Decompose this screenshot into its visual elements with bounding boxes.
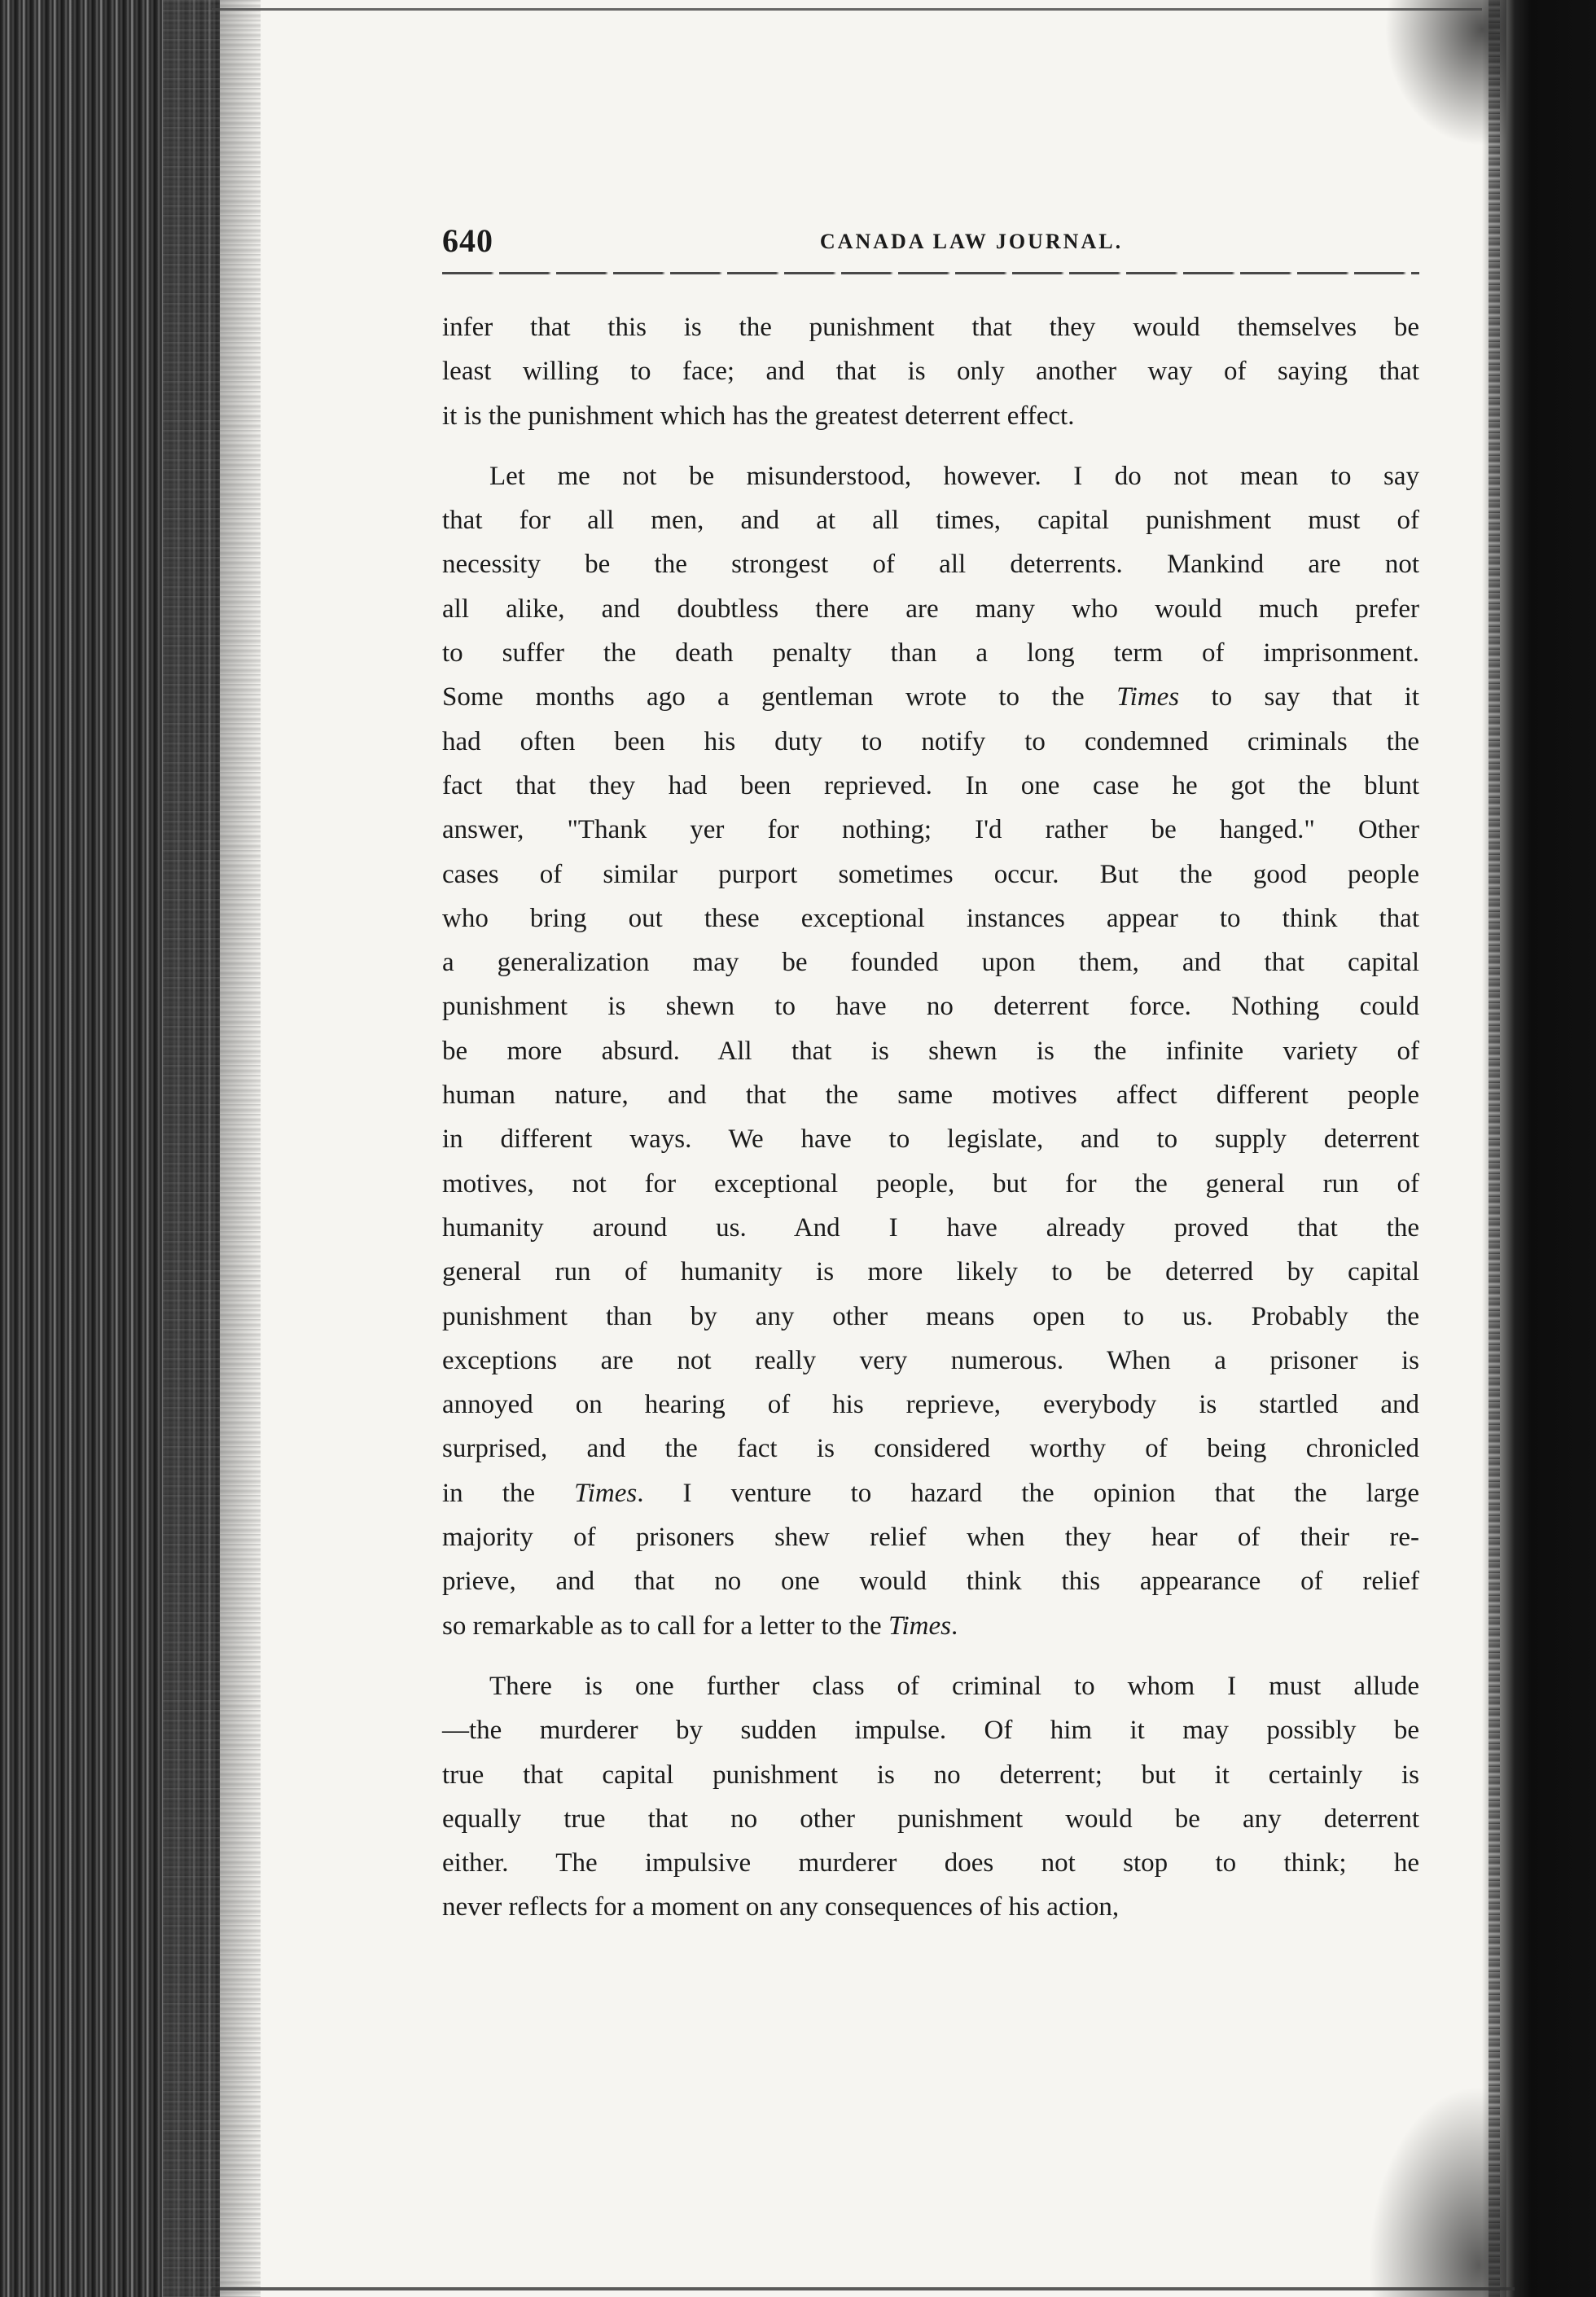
text-line: least willing to face; and that is only another way of saying that (442, 357, 1419, 387)
paragraph (442, 454, 1419, 1648)
italic-term: Times (1116, 682, 1180, 712)
text-line: be more absurd. All that is shewn is the infinite variety of (442, 1036, 1419, 1066)
text-line: to suffer the death penalty than a long term of imprisonment. (442, 638, 1419, 668)
journal-title: CANADA LAW JOURNAL. (819, 230, 1124, 253)
text-line: that for all men, and at all times, capital punishment must of (442, 506, 1419, 536)
running-head (442, 213, 1419, 262)
text-line: annoyed on hearing of his reprieve, everybody is startled and (442, 1390, 1419, 1420)
binding-edge-texture (163, 0, 261, 2297)
text-line: There is one further class of criminal to whom I must allude (489, 1671, 1419, 1701)
text-line: motives, not for exceptional people, but for the general run of (442, 1168, 1419, 1199)
text-line: —the murderer by sudden impulse. Of him it may possibly be (442, 1716, 1419, 1746)
text-line: punishment than by any other means open to us. Probably the (442, 1301, 1419, 1331)
text-line: answer, "Thank yer for nothing; I'd rather be hanged." Other (442, 815, 1419, 845)
italic-term: Times (574, 1478, 638, 1508)
text-line: Let me not be misunderstood, however. I do not mean to say (489, 461, 1419, 491)
text-line: who bring out these exceptional instances appear to think that (442, 903, 1419, 933)
text-line: in different ways. We have to legislate, and to supply deterrent (442, 1124, 1419, 1155)
text-line: all alike, and doubtless there are many who would much prefer (442, 594, 1419, 624)
right-edge-texture (1489, 0, 1500, 2297)
page-number: 640 (442, 222, 493, 259)
text-line: in the Times. I venture to hazard the opinion that the large (442, 1478, 1420, 1508)
bottom-scan-edge (212, 2287, 1515, 2290)
text-line: never reflects for a moment on any consequences of his action, (442, 1892, 1120, 1922)
page-content (442, 213, 1419, 1930)
text-line: punishment is shewn to have no deterrent force. Nothing could (442, 992, 1419, 1022)
text-line: infer that this is the punishment that they would themselves be (442, 313, 1419, 342)
text-line: cases of similar purport sometimes occur. But the good people (442, 859, 1419, 889)
header-rule (442, 272, 1419, 274)
text-line: equally true that no other punishment would be any deterrent (442, 1804, 1419, 1834)
text-line: Some months ago a gentleman wrote to the Times to say that it (442, 682, 1419, 712)
text-line: exceptions are not really very numerous. When a prisoner is (442, 1345, 1419, 1375)
text-line: fact that they had been reprieved. In one case he got the blunt (442, 770, 1419, 800)
paragraph (442, 1664, 1419, 1930)
text-line: surprised, and the fact is considered worthy of being chronicled (442, 1434, 1419, 1464)
text-line: majority of prisoners shew relief when they hear of their re- (442, 1523, 1419, 1553)
text-line: it is the punishment which has the greatest deterrent effect. (442, 401, 1075, 431)
text-line: general run of humanity is more likely to be deterred by capital (442, 1257, 1419, 1287)
text-line: had often been his duty to notify to condemned criminals the (442, 726, 1419, 756)
text-line: so remarkable as to call for a letter to the Times. (442, 1611, 958, 1641)
top-scan-edge (212, 8, 1482, 11)
top-right-corner-smudge (1384, 0, 1506, 147)
italic-term: Times (888, 1611, 951, 1641)
text-line: true that capital punishment is no deterrent; but it certainly is (442, 1760, 1419, 1790)
text-line: prieve, and that no one would think this appearance of relief (442, 1567, 1419, 1597)
paragraph (442, 305, 1419, 438)
paragraph-gap (442, 438, 1419, 454)
text-line: human nature, and that the same motives affect different people (442, 1081, 1419, 1111)
text-line: humanity around us. And I have already proved that the (442, 1212, 1419, 1243)
text-line: a generalization may be founded upon them, and that capital (442, 948, 1419, 978)
body-text (442, 305, 1419, 1930)
paragraph-gap (442, 1648, 1419, 1664)
bottom-right-corner-smudge (1368, 2085, 1506, 2297)
text-line: either. The impulsive murderer does not stop to think; he (442, 1848, 1419, 1878)
text-line: necessity be the strongest of all deterrents. Mankind are not (442, 550, 1419, 580)
